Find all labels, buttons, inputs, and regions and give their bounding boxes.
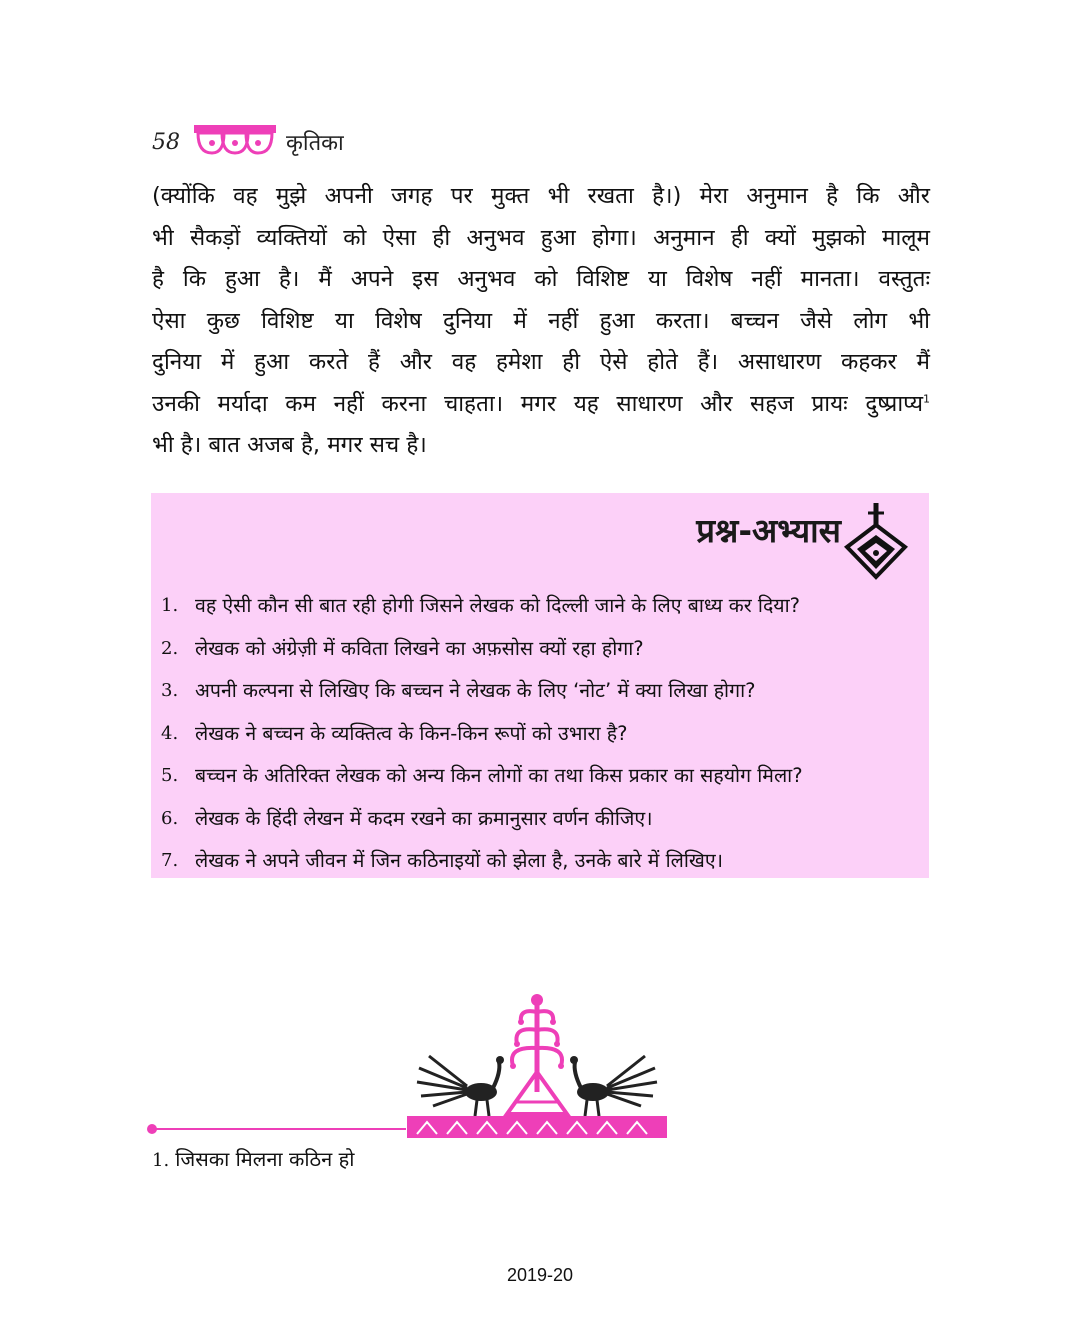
footer-year: 2019-20 <box>506 1265 574 1285</box>
question-item <box>161 670 803 713</box>
question-number: 7. <box>161 850 179 871</box>
body-line: (क्योंकि वह मुझे अपनी जगह पर मुक्त भी रखता है।) मेरा अनुमान है कि और <box>152 183 930 209</box>
question-text: वह ऐसी कौन सी बात रही होगी जिसने लेखक को दिल्ली जाने के लिए बाध्य कर दिया? <box>195 594 801 617</box>
body-line: ऐसा कुछ विशिष्ट या विशेष दुनिया में नहीं हुआ करता। बच्चन जैसे लोग भी <box>152 307 930 334</box>
question-number: 6. <box>161 807 179 829</box>
footnote <box>152 1145 354 1172</box>
body-line: भी है। बात अजब है, मगर सच है। <box>152 432 427 458</box>
footnote-marker: 1 <box>923 392 930 405</box>
folk-art-peacock-tree-icon <box>407 992 667 1142</box>
exercise-box <box>151 493 929 878</box>
body-line: दुनिया में हुआ करते हैं और वह हमेशा ही ऐसे होते हैं। असाधारण कहकर मैं <box>152 349 930 375</box>
question-item <box>161 755 803 798</box>
question-text: अपनी कल्पना से लिखिए कि बच्चन ने लेखक के लिए ‘नोट’ में क्या लिखा होगा? <box>195 679 756 702</box>
question-text: लेखक ने अपने जीवन में जिन कठिनाइयों को झेला है, उनके बारे में लिखिए। <box>195 849 724 872</box>
question-item <box>161 713 803 756</box>
question-number: 2. <box>161 637 179 659</box>
question-item <box>161 840 803 883</box>
body-line-with-footnote <box>152 384 930 426</box>
footnote-rule <box>150 1128 406 1130</box>
book-title: कृतिका <box>286 131 344 156</box>
question-list <box>161 585 803 883</box>
footnote-number: 1. <box>152 1150 170 1171</box>
exercise-title: प्रश्न-अभ्यास <box>696 511 841 550</box>
question-number: 5. <box>161 765 179 786</box>
body-line-text: उनकी मर्यादा कम नहीं करना चाहता। मगर यह साधारण और सहज प्रायः दुष्प्राप्य <box>152 390 923 417</box>
page-number: 58 <box>152 129 180 155</box>
question-text: बच्चन के अतिरिक्त लेखक को अन्य किन लोगों का तथा किस प्रकार का सहयोग मिला? <box>195 764 803 787</box>
question-text: लेखक ने बच्चन के व्यक्तित्व के किन-किन रूपों को उभारा है? <box>195 721 628 745</box>
page-header <box>152 124 344 160</box>
body-paragraph <box>152 176 930 467</box>
question-item <box>161 585 803 628</box>
question-number: 4. <box>161 722 179 744</box>
question-number: 1. <box>161 595 179 616</box>
question-text: लेखक को अंग्रेज़ी में कविता लिखने का अफ़सोस क्यों रहा होगा? <box>195 636 644 660</box>
question-number: 3. <box>161 680 179 701</box>
body-line: है कि हुआ है। मैं अपने इस अनुभव को विशिष्ट या विशेष नहीं मानता। वस्तुतः <box>152 266 930 292</box>
header-ornament-icon <box>194 125 276 159</box>
question-item <box>161 628 803 671</box>
emblem-icon <box>841 501 911 585</box>
footnote-text: जिसका मिलना कठिन हो <box>175 1147 355 1171</box>
question-item <box>161 798 803 841</box>
body-line: भी सैकड़ों व्यक्तियों को ऐसा ही अनुभव हुआ होगा। अनुमान ही क्यों मुझको मालूम <box>152 224 930 251</box>
question-text: लेखक के हिंदी लेखन में कदम रखने का क्रमानुसार वर्णन कीजिए। <box>195 806 653 830</box>
